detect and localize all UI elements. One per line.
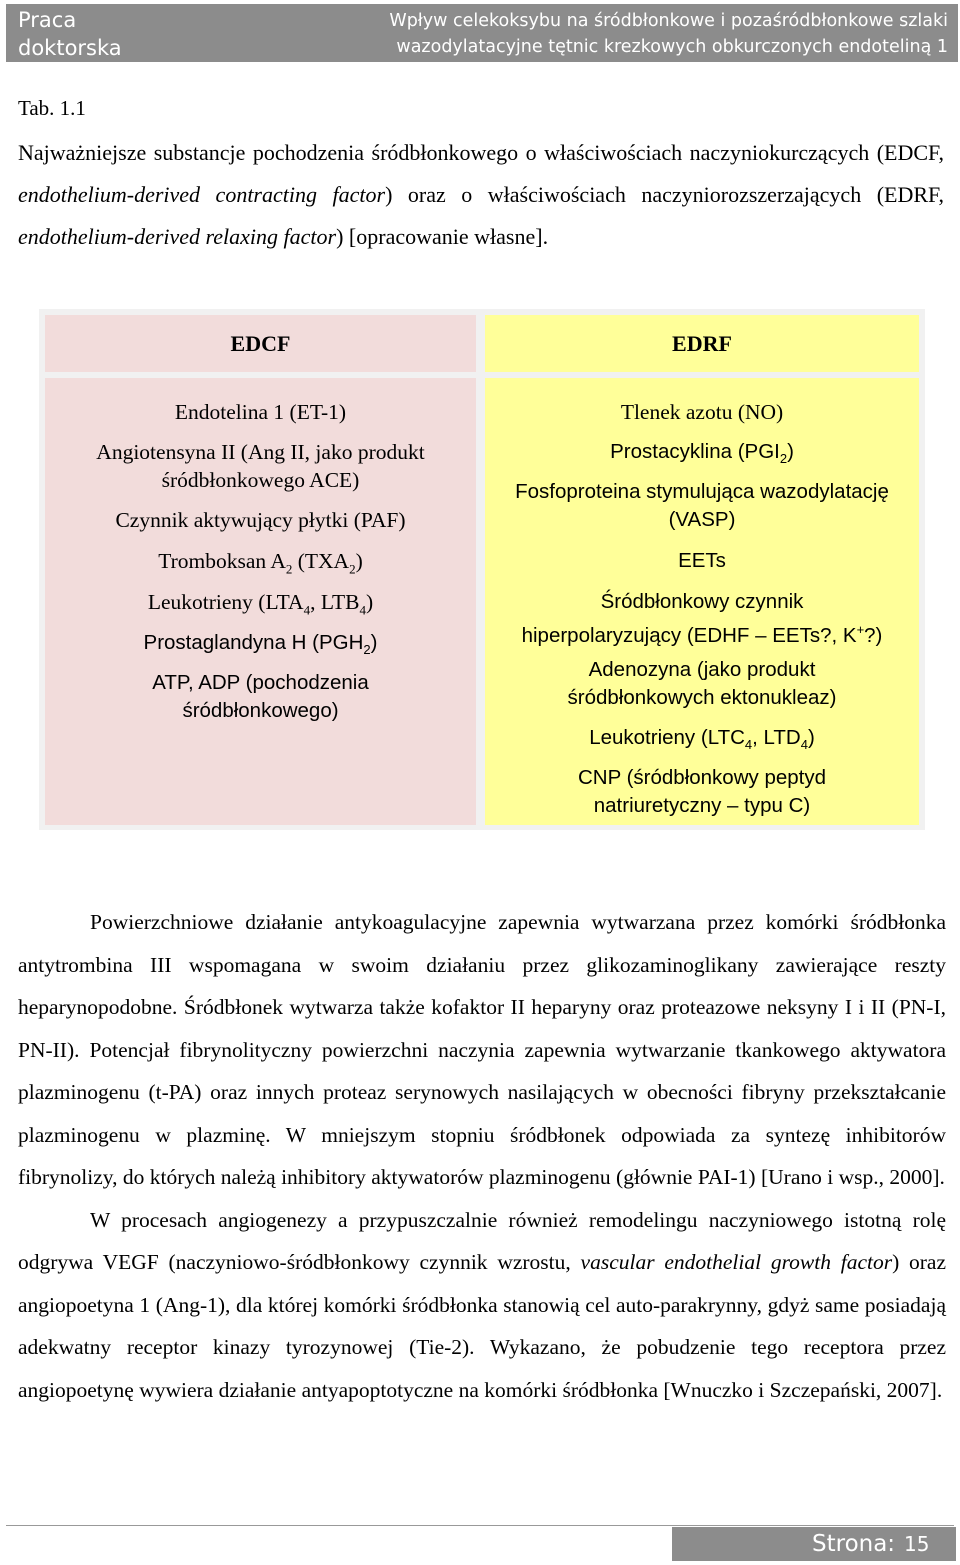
edcf-item: Angiotensyna II (Ang II, jako produkt: [96, 440, 425, 464]
edrf-header: EDRF: [485, 315, 919, 372]
edrf-item: śródbłonkowych ektonukleaz): [567, 686, 837, 709]
edrf-item: EETs: [678, 549, 726, 572]
edcf-item: śródbłonkowego ACE): [161, 468, 360, 492]
edcf-item: Endotelina 1 (ET-1): [174, 400, 347, 424]
edrf-item: CNP (śródbłonkowy peptyd: [577, 766, 827, 789]
document-type-line1: Praca: [18, 8, 77, 32]
substances-table: [39, 309, 925, 830]
body-text: [18, 901, 946, 1411]
edcf-item: Tromboksan $A_2$ $(TXA_2)$: [158, 549, 363, 577]
edcf-item: Prostaglandyna H $(PGH_2)$: [143, 631, 378, 658]
footer-divider: [6, 1525, 954, 1526]
edrf-item: hiperpolaryzujący (EDHF – EETs?, K+?): [521, 622, 883, 647]
paragraph: W procesach angiogenezy a przypuszczalnie również remodelingu naczyniowego istotną rolę odgrywa VEGF (naczyniowo-śródbłonkowy czynnik wzrostu, vascular endothelial growth factor) oraz angiopoetyna 1 (Ang-1), dla której komórki śródbłonka stanowią cel auto-parakrynny, gdyż same posiadają adekwatny receptor kinazy tyrozynowej (Tie-2). Wykazano, że pobudzenie tego receptora przez angiopoetynę wywiera działanie antyapoptotyczne na komórki śródbłonka [Wnuczko i Szczepański, 2007].: [18, 1207, 947, 1402]
caption-text-2: ) oraz o właściwościach naczyniorozszerzających (EDRF,: [385, 182, 945, 207]
paragraph: Powierzchniowe działanie antykoagulacyjne zapewnia wytwarzana przez komórki śródbłonka antytrombina III wspomagana w swoim działaniu przez glikozaminoglikany zawierające reszty heparynopodobne. Śródbłonek wytwarza także kofaktor II heparyny oraz proteazowe neksyny I i II (PN-I, PN-II). Potencjał fibrynolityczny powierzchni naczynia zapewnia wytwarzanie tkankowego aktywatora plazminogenu (t-PA) oraz innych proteaz serynowych nasilających w obecności fibryny przekształcanie plazminogenu w plazminę. W mniejszym stopniu śródbłonek odpowiada za syntezę inhibitorów fibrynolizy, do których należą inhibitory aktywatorów plazminogenu (głównie PAI-1) [Urano i wsp., 2000].: [18, 910, 946, 1189]
edrf-item: (VASP): [668, 508, 736, 531]
edrf-item: Prostacyklina $(PGI_2)$: [610, 440, 794, 467]
page-number: 15: [904, 1532, 930, 1556]
edcf-item: Leukotrieny ($LTA_4$, $LTB_4$): [147, 590, 374, 618]
edcf-cell: [45, 378, 476, 825]
page-header: [6, 4, 958, 62]
edrf-item: Leukotrieny ($LTC_4$, $LTD_4$): [589, 726, 815, 753]
edrf-item: natriuretyczny – typu C): [593, 794, 811, 817]
document-title-line1: Wpływ celekoksybu na śródbłonkowe i pozaśródbłonkowe szlaki: [389, 11, 948, 31]
edcf-item: ATP, ADP (pochodzenia: [152, 671, 369, 694]
document-type-line2: doktorska: [18, 36, 122, 60]
document-title-line2: wazodylatacyjne tętnic krezkowych obkurczonych endoteliną 1: [396, 37, 948, 57]
document-title: [248, 8, 948, 60]
caption-text-3: ) [opracowanie własne].: [336, 224, 549, 249]
caption-text-1: Najważniejsze substancje pochodzenia śródbłonkowego o właściwościach naczyniokurczących (EDCF,: [18, 140, 944, 165]
edrf-cell: [485, 378, 919, 825]
edcf-item: śródbłonkowego): [182, 699, 339, 722]
caption-italic-2: endothelium-derived relaxing factor: [18, 224, 337, 249]
document-type: [18, 6, 122, 62]
edrf-item: Fosfoproteina stymulująca wazodylatację: [515, 480, 889, 503]
page-label: Strona:: [812, 1531, 896, 1557]
table-label: Tab. 1.1: [18, 96, 86, 120]
edrf-item: Adenozyna (jako produkt: [588, 658, 816, 681]
edrf-item: Tlenek azotu (NO): [620, 400, 784, 424]
edrf-item: Śródbłonkowy czynnik: [600, 590, 804, 613]
edcf-header: EDCF: [45, 315, 476, 372]
edcf-item: Czynnik aktywujący płytki (PAF): [115, 508, 406, 532]
caption-italic-1: endothelium-derived contracting factor: [18, 182, 386, 207]
page-footer: [672, 1527, 956, 1561]
table-caption: [18, 132, 944, 258]
